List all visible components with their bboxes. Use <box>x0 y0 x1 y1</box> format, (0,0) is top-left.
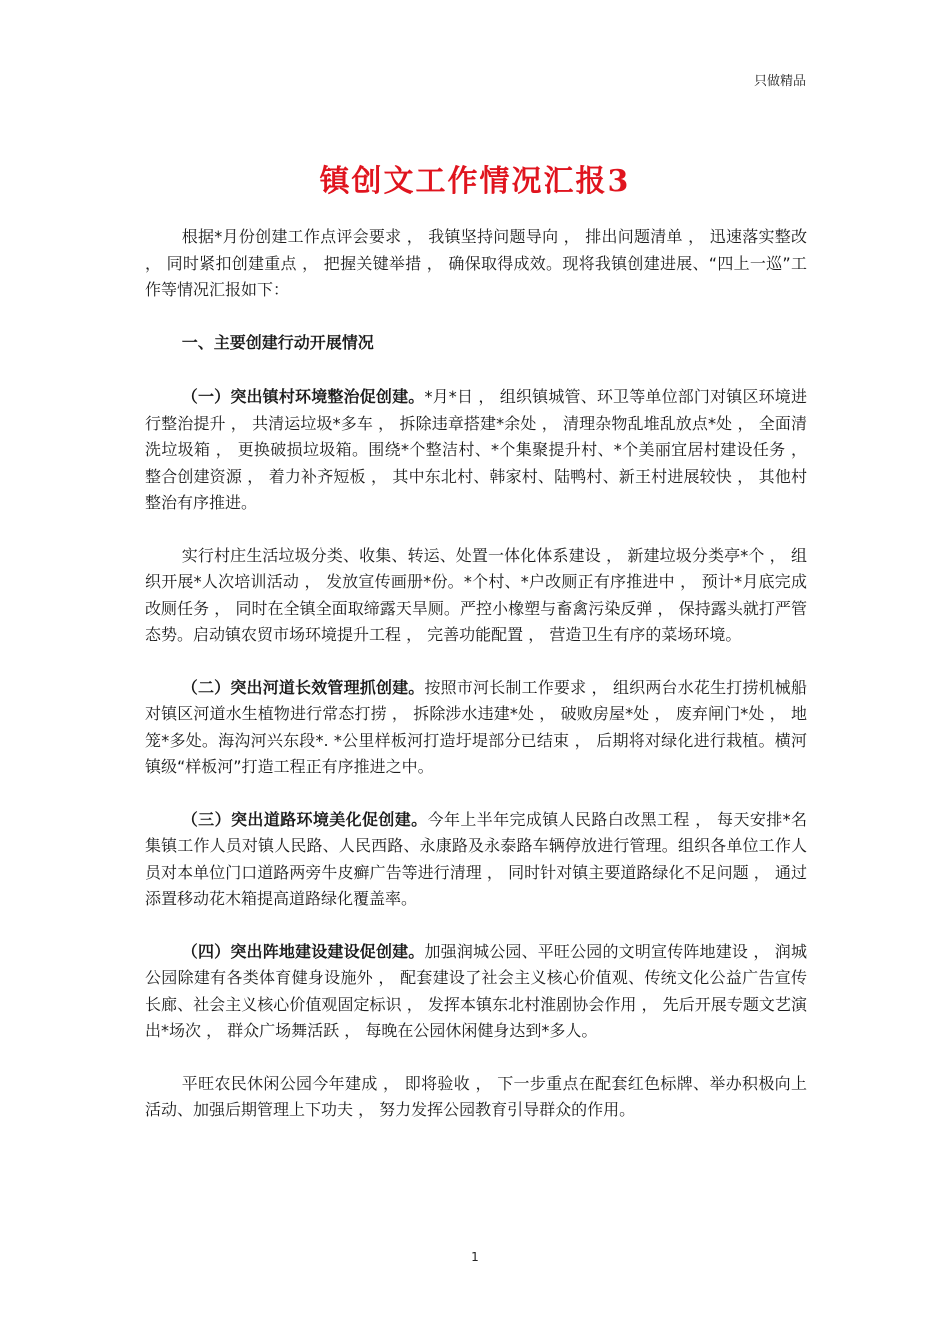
paragraph-1 <box>145 384 807 517</box>
page-header-note: 只做精品 <box>753 74 806 89</box>
paragraph-4 <box>145 807 807 913</box>
paragraph-text: 今年上半年完成镇人民路白改黑工程 ， 每天安排*名集镇工作人员对镇人民路、人民西路、永康路及永泰路车辆停放进行管理。组织各单位工作人员对本单位门口道路两旁牛皮癣广告等进行清理 ， 同时针对镇主要道路绿化不足问题 ， 通过添置移动花木箱提高道路绿化覆盖率。 <box>145 809 807 908</box>
paragraph-lead: （二）突出河道长效管理抓创建。 <box>181 677 425 697</box>
paragraph-5 <box>145 939 807 1045</box>
paragraph-lead: （四）突出阵地建设建设促创建。 <box>181 941 425 961</box>
document-body <box>145 224 807 1150</box>
paragraph-text: 平旺农民休闲公园今年建成 ， 即将验收 ， 下一步重点在配套红色标牌、举办积极向上活动、加强后期管理上下功夫 ， 努力发挥公园教育引导群众的作用。 <box>145 1073 807 1119</box>
paragraph-2 <box>145 543 807 649</box>
section-heading: 一、主要创建行动开展情况 <box>181 332 374 352</box>
paragraph-text: *月*日 ， 组织镇城管、环卫等单位部门对镇区环境进行整治提升 ， 共清运垃圾*多车 ， 拆除违章搭建*余处 ， 清理杂物乱堆乱放点*处 ， 全面清洗垃圾箱 ， 更换破损垃圾箱。围绕*个整洁村、*个集聚提升村、*个美丽宜居村建设任务 ， 整合创建资源 ， 着力补齐短板 ， 其中东北村、韩家村、陆鸭村、新王村进展较快 ， 其他村整治有序推进。 <box>145 387 807 512</box>
paragraph-text: 加强润城公园、平旺公园的文明宣传阵地建设 ， 润城公园除建有各类体育健身设施外 ， 配套建设了社会主义核心价值观、传统文化公益广告宣传长廊、社会主义核心价值观固定标识 ， 发挥本镇东北村淮剧协会作用 ， 先后开展专题文艺演出*场次 ， 群众广场舞活跃 ， 每晚在公园休闲健身达到*多人。 <box>145 941 807 1040</box>
document-title: 镇创文工作情况汇报3 <box>319 164 631 199</box>
paragraph-text: 按照市河长制工作要求 ， 组织两台水花生打捞机械船对镇区河道水生植物进行常态打捞 ， 拆除涉水违建*处 ， 破败房屋*处 ， 废弃闸门*处 ， 地笼*多处。海沟河兴东段*. *公里样板河打造圩堤部分已结束 ， 后期将对绿化进行栽植。横河镇级“样板河”打造工程正有序推进之中。 <box>145 677 807 776</box>
paragraph-text: 实行村庄生活垃圾分类、收集、转运、处置一体化体系建设 ， 新建垃圾分类亭*个 ， 组织开展*人次培训活动 ， 发放宣传画册*份。*个村、*户改厕正有序推进中 ， 预计*月底完成改厕任务 ， 同时在全镇全面取缔露天旱厕。严控小橡塑与畜禽污染反弹 ， 保持露头就打严管态势。启动镇农贸市场环境提升工程 ， 完善功能配置 ， 营造卫生有序的菜场环境。 <box>145 545 807 644</box>
paragraph-lead: （三）突出道路环境美化促创建。 <box>181 809 428 829</box>
paragraph-6 <box>145 1071 807 1124</box>
intro-paragraph: 根据*月份创建工作点评会要求 ， 我镇坚持问题导向 ， 排出问题清单 ， 迅速落实整改 ， 同时紧扣创建重点 ， 把握关键举措 ， 确保取得成效。现将我镇创建进展、“四上一巡”工作等情况汇报如下： <box>145 227 807 299</box>
paragraph-lead: （一）突出镇村环境整治促创建。 <box>181 387 425 406</box>
page-number: 1 <box>471 1250 479 1264</box>
paragraph-3 <box>145 675 807 781</box>
